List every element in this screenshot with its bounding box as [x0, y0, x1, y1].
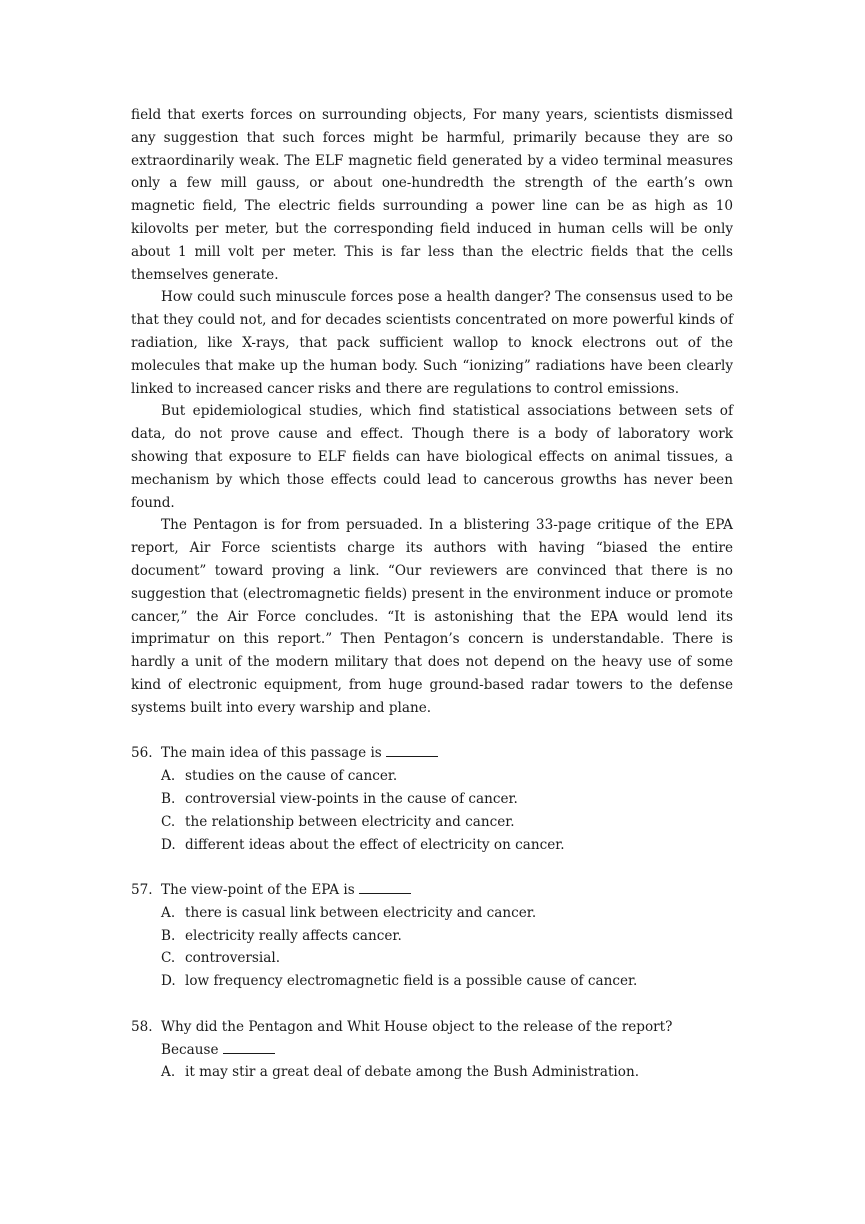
option-text: different ideas about the effect of electricity on cancer.	[185, 836, 565, 853]
option-text: it may stir a great deal of debate among the Bush Administration.	[185, 1064, 640, 1081]
option-letter: B.	[161, 790, 176, 807]
question-57	[131, 879, 733, 993]
question-text: The view-point of the EPA is	[161, 882, 355, 899]
document-page	[131, 104, 733, 1107]
question-text: Why did the Pentagon and Whit House object to the release of the report?	[161, 1018, 673, 1035]
question-list	[131, 742, 733, 1084]
answer-blank	[223, 1039, 275, 1054]
question-stem	[131, 1016, 733, 1039]
question-stem	[131, 879, 733, 902]
question-number: 57.	[131, 882, 153, 899]
option-a	[161, 902, 733, 925]
question-58	[131, 1016, 733, 1084]
option-text: studies on the cause of cancer.	[185, 768, 398, 785]
option-c	[161, 811, 733, 834]
option-a	[161, 1061, 733, 1084]
option-letter: A.	[161, 1064, 176, 1081]
question-number: 56.	[131, 745, 153, 762]
option-text: low frequency electromagnetic field is a possible cause of cancer.	[185, 973, 638, 990]
option-d	[161, 834, 733, 857]
option-text: controversial.	[185, 950, 281, 967]
answer-blank	[386, 742, 438, 757]
question-text: The main idea of this passage is	[161, 745, 382, 762]
answer-blank	[359, 879, 411, 894]
option-text: electricity really affects cancer.	[185, 927, 402, 944]
option-list	[131, 765, 733, 856]
option-list	[131, 902, 733, 993]
passage-paragraph-3: But epidemiological studies, which find statistical associations between sets of data, do not prove cause and effect. Though there is a body of laboratory work showing that exposure to ELF fields can have biological effects on animal tissues, a mechanism by which those effects could lead to cancerous growths has never been found.	[131, 403, 733, 511]
question-56	[131, 742, 733, 856]
option-letter: C.	[161, 813, 176, 830]
passage-paragraph-2: How could such minuscule forces pose a health danger? The consensus used to be that they could not, and for decades scientists concentrated on more powerful kinds of radiation, like X-rays, that pack sufficient wallop to knock electrons out of the molecules that make up the human body. Such “ionizing” radiations have been clearly linked to increased cancer risks and there are regulations to control emissions.	[131, 289, 733, 397]
passage-paragraph-4: The Pentagon is for from persuaded. In a blistering 33-page critique of the EPA report, Air Force scientists charge its authors with having “biased the entire document” toward proving a link. “Our reviewers are convinced that there is no suggestion that (electromagnetic fields) present in the environment induce or promote cancer,” the Air Force concludes. “It is astonishing that the EPA would lend its imprimatur on this report.” Then Pentagon’s concern is understandable. There is hardly a unit of the modern military that does not depend on the heavy use of some kind of electronic equipment, from huge ground-based radar towers to the defense systems built into every warship and plane.	[131, 517, 733, 716]
option-letter: A.	[161, 904, 176, 921]
option-list	[131, 1061, 733, 1084]
option-text: the relationship between electricity and cancer.	[185, 813, 515, 830]
continuation-text: Because	[161, 1041, 219, 1058]
option-letter: B.	[161, 927, 176, 944]
option-letter: C.	[161, 950, 176, 967]
option-letter: D.	[161, 836, 176, 853]
option-b	[161, 788, 733, 811]
option-b	[161, 925, 733, 948]
option-c	[161, 947, 733, 970]
question-continuation	[161, 1039, 733, 1062]
option-a	[161, 765, 733, 788]
option-letter: A.	[161, 768, 176, 785]
option-letter: D.	[161, 973, 176, 990]
question-stem	[131, 742, 733, 765]
option-text: controversial view-points in the cause of cancer.	[185, 790, 518, 807]
passage-paragraph-1: field that exerts forces on surrounding objects, For many years, scientists dismissed any suggestion that such forces might be harmful, primarily because they are so extraordinarily weak. The ELF magnetic field generated by a video terminal measures only a few mill gauss, or about one-hundredth the strength of the earth’s own magnetic field, The electric fields surrounding a power line can be as high as 10 kilovolts per meter, but the corresponding field induced in human cells will be only about 1 mill volt per meter. This is far less than the electric fields that the cells themselves generate.	[131, 107, 733, 283]
option-text: there is casual link between electricity and cancer.	[185, 904, 537, 921]
question-number: 58.	[131, 1018, 153, 1035]
option-d	[161, 970, 733, 993]
